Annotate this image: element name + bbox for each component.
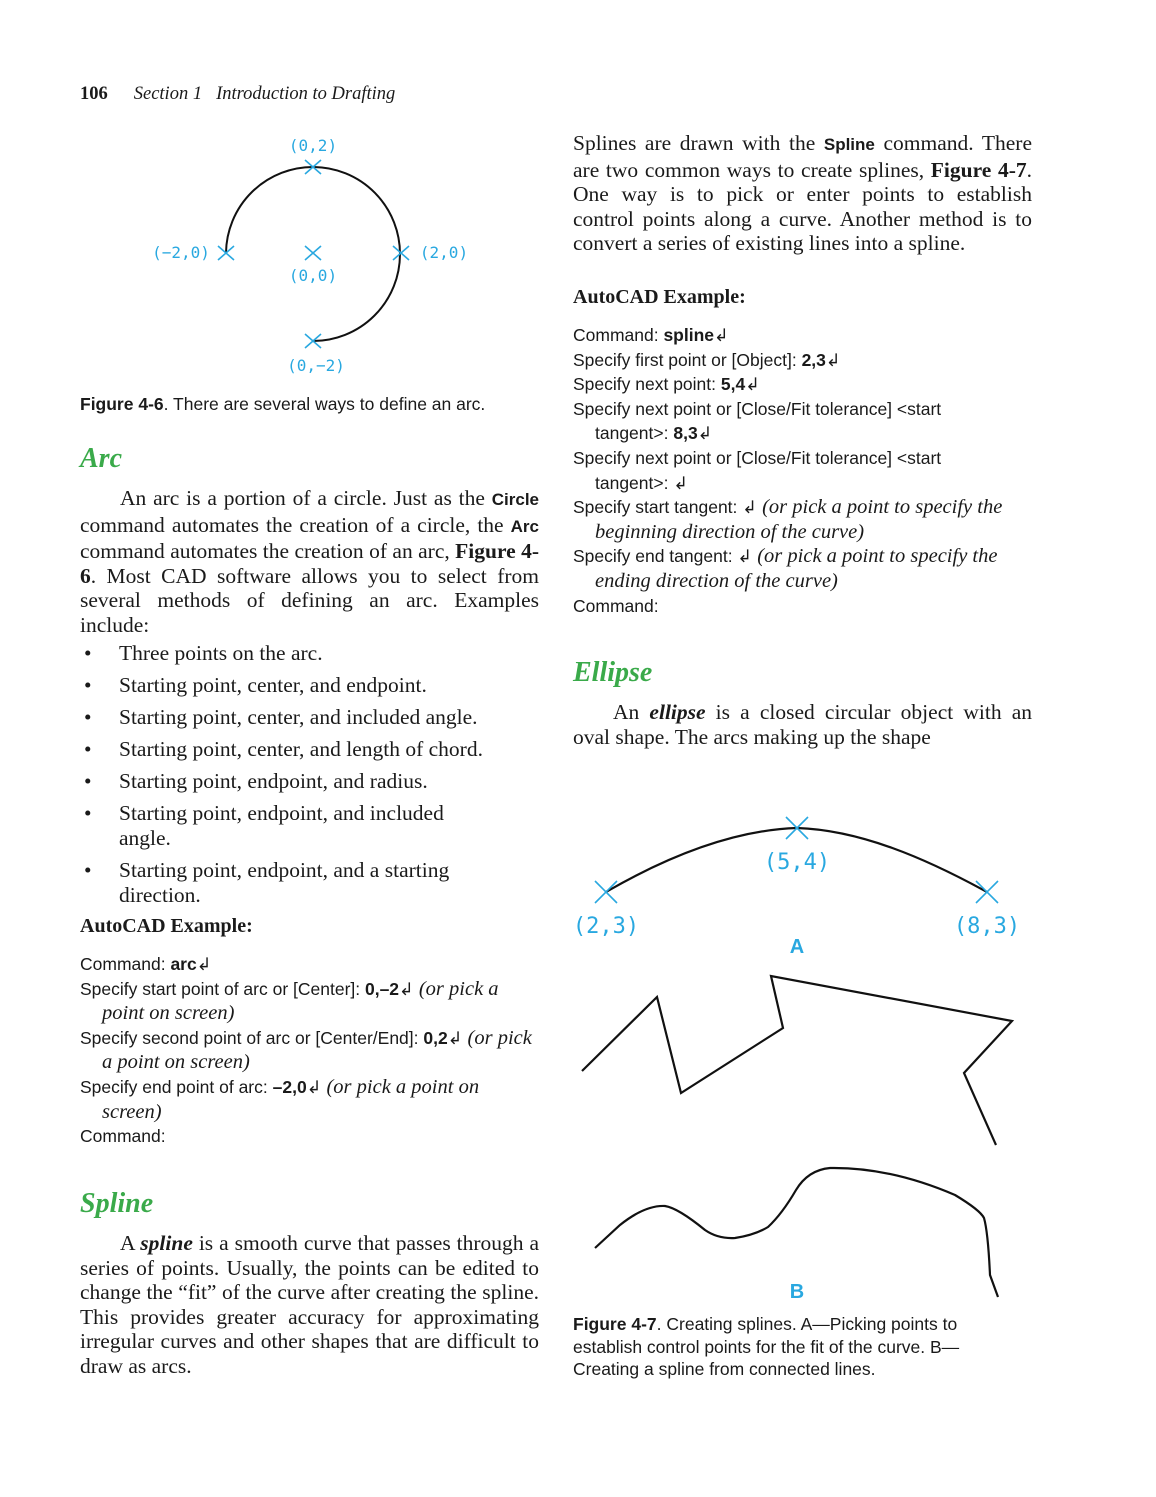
- list-item-text: Starting point, center, and included angle.: [119, 705, 478, 730]
- command-note: (or pick a point on screen): [102, 1075, 480, 1123]
- list-item-text: Starting point, center, and length of chord.: [119, 737, 483, 762]
- text-run: command automates the creation of a circle, the: [80, 512, 511, 537]
- arc-methods-list: [80, 641, 520, 915]
- point-markers: [218, 160, 409, 348]
- command-input: –2,0: [272, 1076, 307, 1097]
- label-bottom: (0,−2): [287, 356, 345, 375]
- enter-key-icon: ↲: [447, 1027, 463, 1048]
- enter-key-icon: ↲: [742, 497, 757, 518]
- command-prompt: Specify end tangent:: [573, 546, 738, 567]
- panel-a-label: A: [789, 936, 805, 958]
- label-right: (2,0): [419, 243, 469, 262]
- text-run: . Most CAD software allows you to select from several methods of defining an arc. Examples include:: [80, 563, 539, 637]
- command-line: [573, 495, 1033, 544]
- bullet-icon: •: [84, 801, 92, 826]
- list-item-text: Starting point, endpoint, and included angle.: [119, 801, 444, 851]
- command-line: [573, 397, 1015, 446]
- term-spline: spline: [140, 1231, 193, 1255]
- heading-ellipse: Ellipse: [573, 657, 653, 688]
- arc-command: Arc: [510, 516, 539, 536]
- command-prompt: Specify second point of arc or [Center/End]:: [80, 1027, 424, 1048]
- list-item-text: Starting point, center, and endpoint.: [119, 673, 427, 698]
- command-prompt: Specify start tangent:: [573, 497, 743, 518]
- figure-4-7-spline-diagram: [565, 800, 1045, 1305]
- text-run: is a closed circular object with an oval shape. The arcs making up the shape: [573, 700, 1032, 749]
- command-line: [573, 594, 1033, 619]
- command-line: [573, 446, 1015, 495]
- connected-lines: [582, 976, 1012, 1145]
- enter-key-icon: ↲: [673, 472, 689, 493]
- command-line: [80, 977, 540, 1026]
- label-point-8-3: (8,3): [953, 914, 1021, 939]
- text-run: is a smooth curve that passes through a series of points. Usually, the points can be edited to change the “fit” of the curve after creating the spline. This provides greater accuracy for approximating irregular curves and other shapes that are difficult to draw as arcs.: [80, 1231, 540, 1378]
- command-prompt: Specify start point of arc or [Center]:: [80, 978, 365, 999]
- ellipse-intro-paragraph: [573, 700, 1032, 749]
- command-line: [573, 372, 1033, 397]
- command-input: spline: [663, 325, 715, 345]
- caption-label: Figure 4-7: [573, 1314, 657, 1334]
- command-prompt: Specify first point or [Object]:: [573, 349, 802, 370]
- panel-b-label: B: [789, 1281, 805, 1303]
- list-item: [80, 641, 520, 666]
- bullet-icon: •: [84, 858, 92, 883]
- command-prompt: Command:: [80, 954, 171, 974]
- list-item-text: Starting point, endpoint, and a starting direction.: [119, 858, 450, 907]
- command-note: (or pick a point to specify the ending direction of the curve): [595, 545, 998, 592]
- label-center: (0,0): [288, 266, 338, 285]
- figure-reference: Figure 4-7: [930, 157, 1027, 182]
- list-item: [80, 858, 499, 907]
- command-input: 0,2: [423, 1027, 448, 1048]
- bullet-icon: •: [84, 769, 92, 794]
- bullet-icon: •: [84, 705, 92, 730]
- spline-command: Spline: [823, 135, 875, 154]
- enter-key-icon: ↲: [714, 325, 729, 345]
- term-ellipse: ellipse: [649, 700, 706, 724]
- caption-label: Figure 4-6: [80, 394, 164, 414]
- arc-intro-paragraph: [80, 486, 539, 638]
- spline-intro-paragraph: [80, 1231, 539, 1379]
- text-run: A: [120, 1231, 141, 1255]
- figure-reference: Figure 4-6: [80, 539, 539, 588]
- command-line: [573, 323, 1033, 348]
- command-prompt: Specify next point or [Close/Fit tolerance] <start tangent>:: [573, 398, 942, 444]
- label-point-2-3: (2,3): [572, 914, 640, 939]
- list-item-text: Starting point, endpoint, and radius.: [119, 769, 428, 794]
- list-item: [80, 801, 489, 850]
- command-line: [573, 348, 1033, 373]
- command-line: [80, 1124, 540, 1149]
- list-item-text: Three points on the arc.: [119, 641, 323, 665]
- text-run: Splines are drawn with the: [573, 131, 824, 155]
- command-prompt: Specify end point of arc:: [80, 1076, 273, 1097]
- command-input: 0,–2: [364, 978, 400, 999]
- bullet-icon: •: [84, 641, 92, 665]
- page-number: 106: [80, 84, 108, 104]
- label-top: (0,2): [288, 136, 338, 155]
- arc-command-sequence: [80, 952, 540, 1149]
- command-input: 5,4: [720, 374, 746, 395]
- bullet-icon: •: [84, 673, 92, 698]
- command-input: 8,3: [673, 423, 698, 444]
- command-note: (or pick a point on screen): [102, 977, 499, 1025]
- circle-command: Circle: [491, 490, 539, 509]
- list-item: [80, 705, 520, 730]
- command-prompt: Specify next point:: [573, 374, 721, 395]
- command-line: [80, 1075, 542, 1124]
- bullet-icon: •: [84, 737, 92, 762]
- figure-4-7-caption: [573, 1313, 998, 1381]
- spline-continued-paragraph: [573, 131, 1032, 256]
- enter-key-icon: ↲: [737, 546, 753, 567]
- enter-key-icon: ↲: [306, 1076, 322, 1097]
- figure-4-6-caption: [80, 393, 550, 416]
- enter-key-icon: ↲: [399, 978, 414, 999]
- list-item: [80, 769, 520, 794]
- command-input: arc: [170, 954, 197, 974]
- chapter-title: Introduction to Drafting: [216, 84, 396, 104]
- running-head: [80, 84, 395, 105]
- spline-curve-b: [595, 1168, 998, 1297]
- text-run: An: [613, 700, 650, 724]
- command-note: (or pick a point on screen): [102, 1026, 532, 1074]
- text-run: command automates the creation of an arc,: [80, 539, 456, 564]
- command-prompt: Command:: [80, 1126, 166, 1147]
- command-prompt: Specify next point or [Close/Fit tolerance] <start tangent>:: [573, 447, 942, 493]
- figure-4-6-arc-diagram: [140, 125, 480, 385]
- caption-text: . Creating splines. A—Picking points to establish control points for the fit of the curve. B—Creating a spline from connected lines.: [573, 1314, 960, 1379]
- spline-example-heading: AutoCAD Example:: [573, 286, 746, 308]
- section-label: Section 1: [133, 84, 203, 104]
- list-item: [80, 737, 520, 762]
- text-run: . One way is to pick or enter points to establish control points along a curve. Another method is to convert a series of existing lines into a spline.: [573, 157, 1033, 256]
- command-line: [573, 544, 1033, 593]
- command-prompt: Command:: [573, 595, 659, 616]
- enter-key-icon: ↲: [825, 349, 841, 370]
- text-run: command. There are two common ways to create splines,: [573, 131, 1032, 182]
- enter-key-icon: ↲: [745, 374, 760, 395]
- heading-spline: Spline: [80, 1188, 154, 1219]
- arc-example-heading: AutoCAD Example:: [80, 915, 253, 937]
- command-input: 2,3: [801, 349, 826, 370]
- command-line: [80, 1026, 540, 1075]
- caption-text: . There are several ways to define an arc.: [163, 394, 486, 414]
- command-prompt: Command:: [573, 325, 664, 345]
- label-point-5-4: (5,4): [763, 850, 831, 875]
- command-line: [80, 952, 540, 977]
- text-run: An arc is a portion of a circle. Just as the: [120, 486, 492, 510]
- command-note: (or pick a point to specify the beginning direction of the curve): [595, 496, 1003, 543]
- list-item: [80, 673, 520, 698]
- enter-key-icon: ↲: [697, 423, 713, 444]
- spline-command-sequence: [573, 323, 1033, 618]
- heading-arc: Arc: [80, 443, 122, 474]
- enter-key-icon: ↲: [196, 954, 212, 974]
- label-left: (−2,0): [152, 243, 210, 262]
